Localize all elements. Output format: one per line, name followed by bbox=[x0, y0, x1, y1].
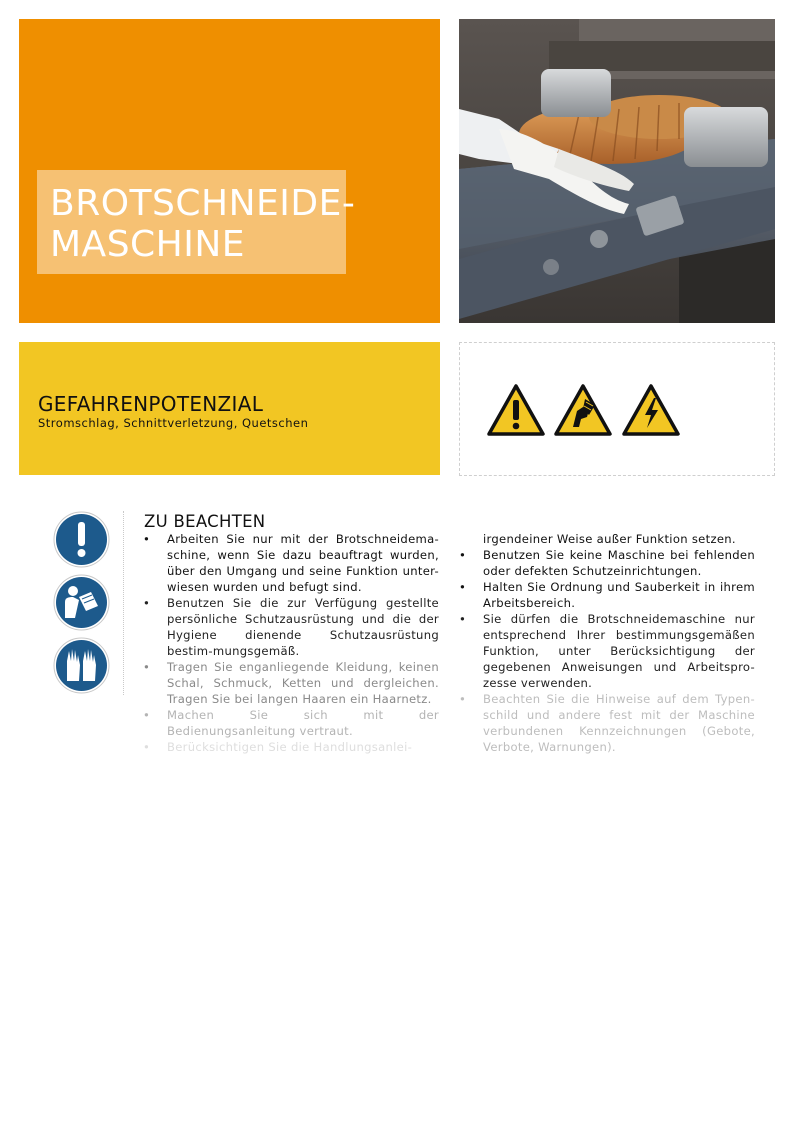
list-item: • Sie dürfen die Brotschneidemaschine nur entsprechend Ihrer bestimmungsgemäßen Funktion, unter Berücksichtigung der gegebenen Anweisungen und Arbeitspro-zesse verwenden. bbox=[459, 611, 755, 691]
list-item: • Benutzen Sie die zur Verfügung gestellte persönliche Schutzausrüstung und die der Hygiene dienende Schutzausrüstung bestim-mungsgemäß. bbox=[143, 595, 439, 659]
list-item: • Benutzen Sie keine Maschine bei fehlenden oder defekten Schutzeinrichtungen. bbox=[459, 547, 755, 579]
wear-gloves-icon bbox=[53, 637, 110, 694]
cutting-hazard-icon bbox=[553, 383, 613, 437]
list-item: • Halten Sie Ordnung und Sauberkeit in ihrem Arbeitsbereich. bbox=[459, 579, 755, 611]
list-item: • Arbeiten Sie nur mit der Brotschneidema-schine, wenn Sie dazu beauftragt wurden, über den Umgang und seine Funktion unter-wiesen wurden und befugt sind. bbox=[143, 531, 439, 595]
machine-photo bbox=[459, 19, 775, 323]
notes-left-column bbox=[143, 531, 439, 755]
electrical-hazard-icon bbox=[621, 383, 681, 437]
hazard-panel bbox=[19, 342, 440, 475]
list-item: • Beachten Sie die Hinweise auf dem Typen-schild und andere fest mit der Maschine verbundenen Kennzeichnungen (Gebote, Verbote, Warnungen). bbox=[459, 691, 755, 755]
hazard-heading: GEFAHRENPOTENZIAL bbox=[38, 392, 264, 416]
list-item: • Machen Sie sich mit der Bedienungsanleitung vertraut. bbox=[143, 707, 439, 739]
general-mandatory-icon bbox=[53, 511, 110, 568]
notes-heading: ZU BEACHTEN bbox=[144, 512, 266, 531]
list-item: • Berücksichtigen Sie die Handlungsanlei- bbox=[143, 739, 439, 755]
title-panel bbox=[19, 19, 440, 323]
divider bbox=[123, 511, 124, 695]
warning-signs-panel bbox=[459, 342, 775, 476]
general-warning-icon bbox=[486, 383, 546, 437]
title-box bbox=[37, 170, 356, 274]
continued-text: irgendeiner Weise außer Funktion setzen. bbox=[483, 532, 736, 546]
hazard-subtitle: Stromschlag, Schnittverletzung, Quetschen bbox=[38, 416, 309, 430]
notes-right-column bbox=[459, 531, 755, 755]
read-manual-icon bbox=[53, 574, 110, 631]
page-title: BROTSCHNEIDE- MASCHINE bbox=[50, 183, 356, 265]
list-item: • Tragen Sie enganliegende Kleidung, keinen Schal, Schmuck, Ketten und dergleichen. Tragen Sie bei langen Haaren ein Haarnetz. bbox=[143, 659, 439, 707]
machine-photo-illustration bbox=[459, 19, 775, 323]
